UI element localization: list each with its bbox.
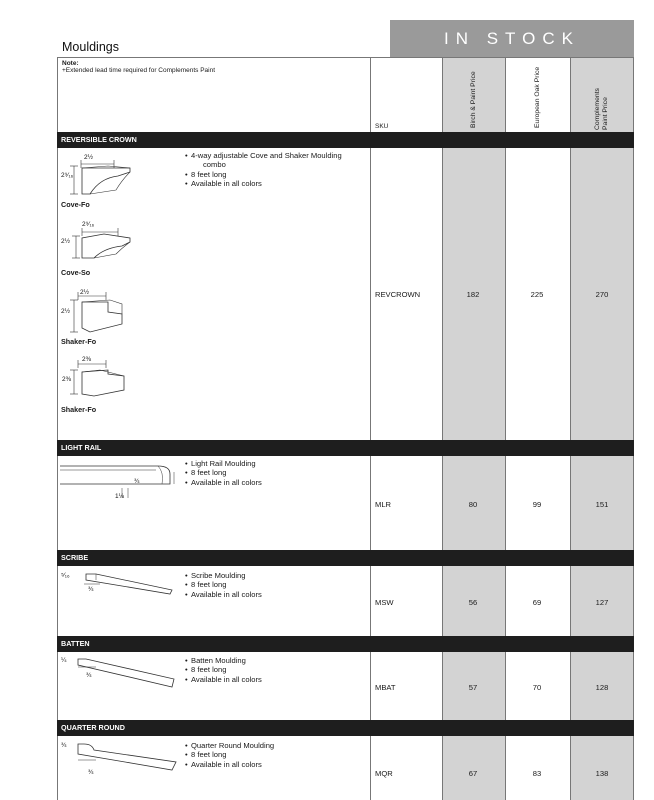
- shaker-fo-alt-dim-side: 2⅜: [62, 376, 72, 383]
- section-header-light-rail: LIGHT RAIL: [57, 440, 634, 456]
- section-header-reversible-crown: REVERSIBLE CROWN: [57, 132, 634, 148]
- section-header-batten: BATTEN: [57, 636, 634, 652]
- reversible-crown-features: [185, 151, 342, 189]
- complements-price-header: Complements Paint Price: [594, 88, 609, 130]
- oak-price-header: European Oak Price: [534, 66, 541, 128]
- feature-item: • 8 feet long: [185, 750, 274, 759]
- feature-item: • 8 feet long: [185, 170, 342, 179]
- cove-fo-dim-top: 2½: [84, 154, 94, 161]
- variant-label-cove-fo: Cove-Fo: [61, 200, 90, 209]
- price-birch: 80: [468, 500, 478, 509]
- price-birch: 182: [466, 290, 480, 299]
- variant-label-shaker-fo: Shaker-Fo: [61, 337, 97, 346]
- feature-item: • 8 feet long: [185, 665, 262, 674]
- shaker-fo-alt-profile-drawing: [60, 354, 170, 404]
- price-birch: 67: [468, 769, 478, 778]
- light-rail-features: [185, 459, 262, 487]
- feature-item: • Available in all colors: [185, 760, 274, 769]
- sku-column-header: SKU: [375, 123, 389, 130]
- price-oak: 225: [530, 290, 544, 299]
- variant-label-cove-so: Cove-So: [61, 268, 91, 277]
- batten-dim-width: ¾: [86, 672, 92, 679]
- sku-mbat: MBAT: [375, 683, 396, 692]
- scribe-dim-width: ¾: [88, 586, 94, 593]
- feature-item: • 4-way adjustable Cove and Shaker Moulding: [185, 151, 342, 160]
- batten-dim-height: ¼: [61, 657, 67, 664]
- light-rail-dim-height: ¾: [134, 478, 140, 485]
- feature-item: • Available in all colors: [185, 590, 262, 599]
- price-complements: 270: [595, 290, 609, 299]
- variant-label-shaker-fo-alt: Shaker-Fo: [61, 405, 97, 414]
- birch-price-header: Birch & Paint Price: [470, 71, 477, 128]
- scribe-profile-drawing: [80, 570, 180, 600]
- sku-revcrown: REVCROWN: [375, 290, 421, 299]
- shaker-fo-alt-dim-top: 2⅜: [82, 356, 92, 363]
- sku-mqr: MQR: [375, 769, 393, 778]
- note-label: Note:: [62, 60, 79, 67]
- cove-fo-profile-drawing: [60, 150, 170, 200]
- cove-so-dim-top: 2⁹⁄₁₆: [82, 221, 95, 228]
- price-oak: 83: [532, 769, 542, 778]
- price-oak: 69: [532, 598, 542, 607]
- note-text: +Extended lead time required for Complements Paint: [62, 67, 216, 74]
- quarter-round-dim-width: ¾: [88, 769, 94, 776]
- price-complements: 128: [595, 683, 609, 692]
- light-rail-profile-drawing: [58, 458, 178, 508]
- feature-item: • Available in all colors: [185, 179, 342, 188]
- feature-item-continued: combo: [203, 160, 226, 170]
- cove-fo-dim-side: 2⁹⁄₁₆: [61, 172, 74, 179]
- quarter-round-dim-height: ¾: [61, 742, 67, 749]
- in-stock-badge: IN STOCK: [390, 20, 634, 58]
- shaker-fo-dim-side: 2½: [61, 308, 71, 315]
- price-complements: 127: [595, 598, 609, 607]
- price-complements: 151: [595, 500, 609, 509]
- batten-features: [185, 656, 262, 684]
- price-oak: 99: [532, 500, 542, 509]
- scribe-features: [185, 571, 262, 599]
- price-birch: 57: [468, 683, 478, 692]
- shaker-fo-profile-drawing: [60, 286, 170, 336]
- price-complements: 138: [595, 769, 609, 778]
- quarter-round-features: [185, 741, 274, 769]
- feature-item: • 8 feet long: [185, 580, 262, 589]
- sku-mlr: MLR: [375, 500, 392, 509]
- feature-item: • Light Rail Moulding: [185, 459, 262, 468]
- price-oak: 70: [532, 683, 542, 692]
- light-rail-dim-width: 1⅛: [115, 493, 125, 500]
- feature-item: • Quarter Round Moulding: [185, 741, 274, 750]
- feature-item: • 8 feet long: [185, 468, 262, 477]
- cove-so-profile-drawing: [60, 218, 170, 268]
- feature-item: • Scribe Moulding: [185, 571, 262, 580]
- feature-item: • Available in all colors: [185, 478, 262, 487]
- sku-msw: MSW: [375, 598, 394, 607]
- page-title: Mouldings: [62, 40, 119, 54]
- section-header-quarter-round: QUARTER ROUND: [57, 720, 634, 736]
- note-cell: [57, 57, 370, 130]
- scribe-dim-height: ⁵⁄₁₆: [61, 572, 70, 579]
- feature-item: • Available in all colors: [185, 675, 262, 684]
- shaker-fo-dim-top: 2½: [80, 289, 90, 296]
- feature-item: • Batten Moulding: [185, 656, 262, 665]
- section-header-scribe: SCRIBE: [57, 550, 634, 566]
- price-birch: 56: [468, 598, 478, 607]
- cove-so-dim-side: 2½: [61, 238, 71, 245]
